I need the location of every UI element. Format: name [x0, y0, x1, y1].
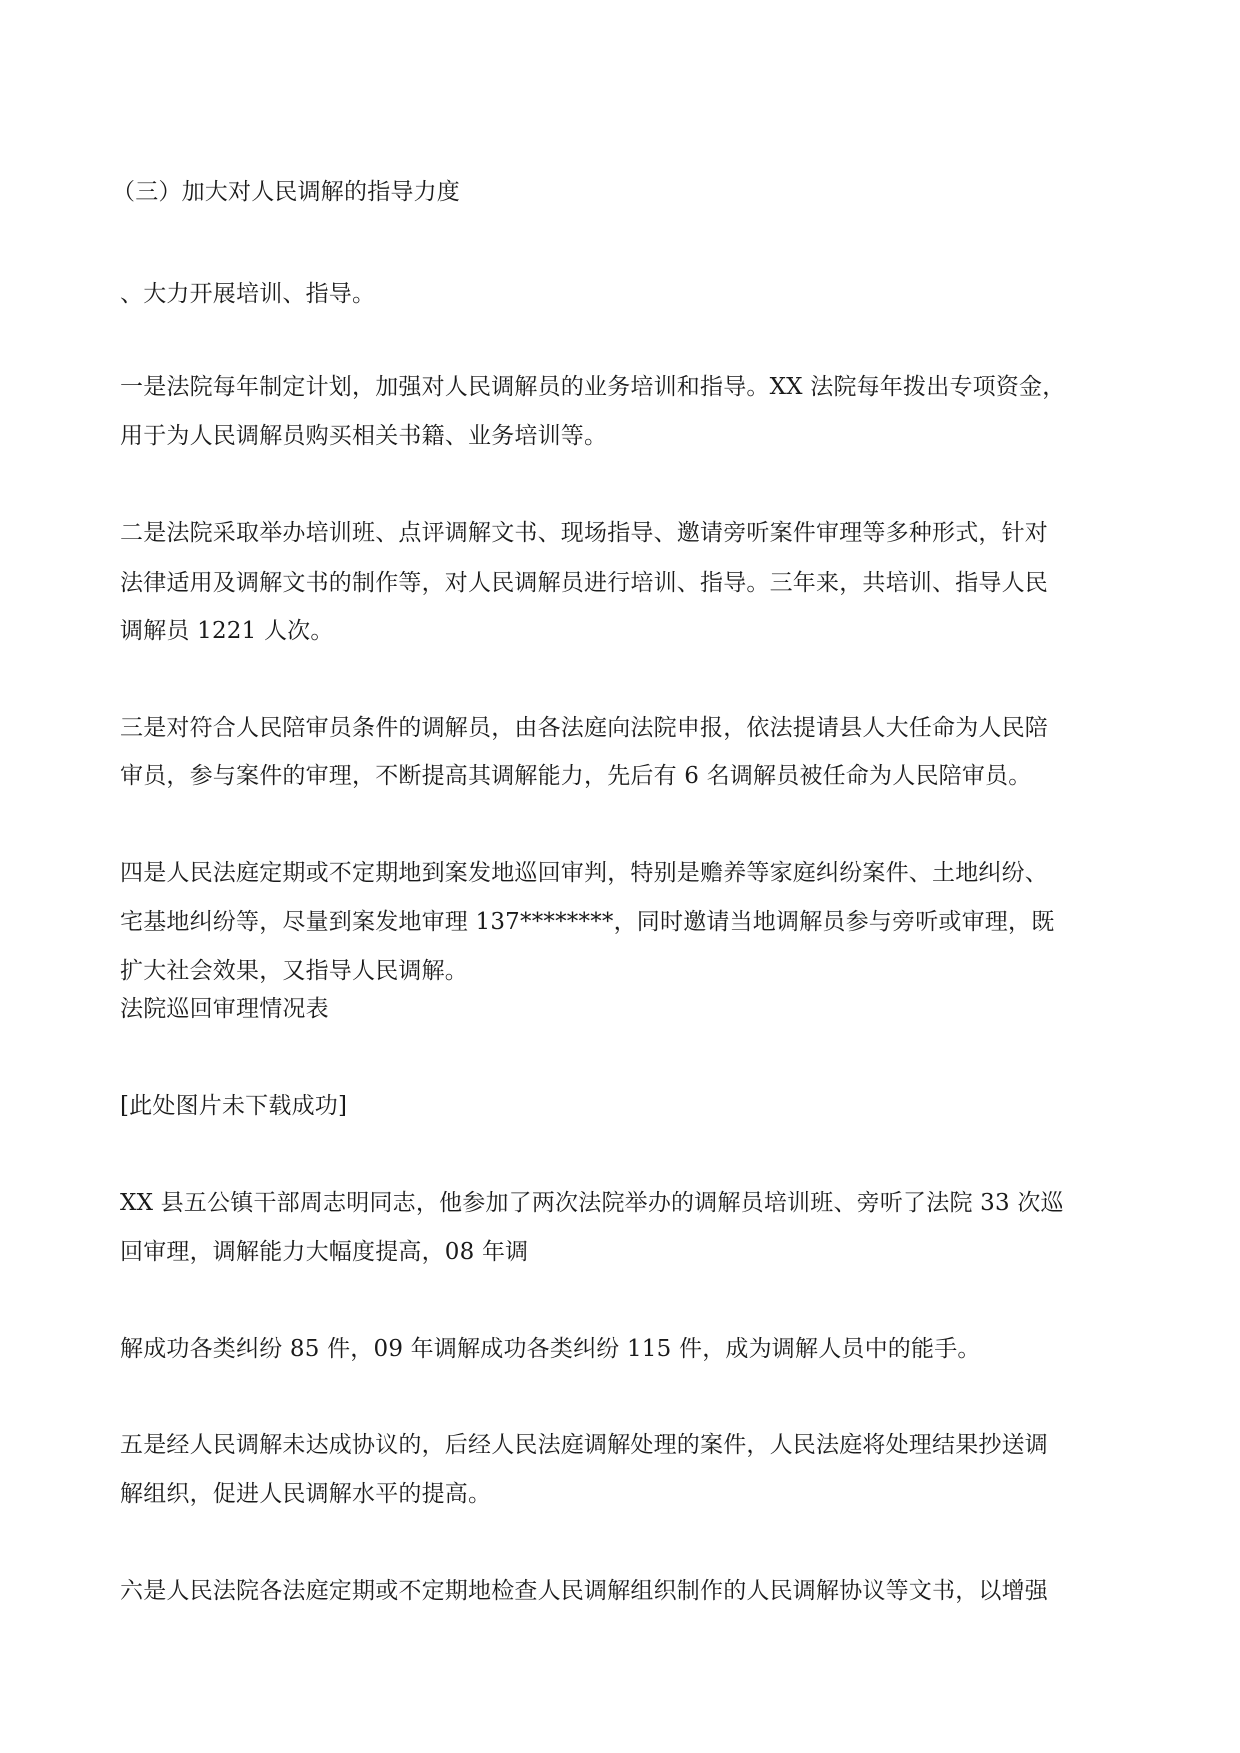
paragraph-5-line-1: XX 县五公镇干部周志明同志，他参加了两次法院举办的调解员培训班、旁听了法院 33 次巡 — [120, 1190, 1064, 1216]
paragraph-6-line-1: 解成功各类纠纷 85 件，09 年调解成功各类纠纷 115 件，成为调解人员中的能手。 — [120, 1336, 981, 1362]
paragraph-7-line-2: 解组织，促进人民调解水平的提高。 — [120, 1481, 492, 1507]
paragraph-3-line-1: 三是对符合人民陪审员条件的调解员，由各法庭向法院申报，依法提请县人大任命为人民陪 — [120, 715, 1048, 741]
paragraph-2-line-3: 调解员 1221 人次。 — [120, 618, 334, 644]
subheading: 、大力开展培训、指导。 — [120, 281, 376, 307]
table-caption: 法院巡回审理情况表 — [120, 996, 329, 1022]
paragraph-1-line-2: 用于为人民调解员购买相关书籍、业务培训等。 — [120, 423, 608, 449]
section-heading: （三）加大对人民调解的指导力度 — [112, 179, 460, 205]
paragraph-4-line-1: 四是人民法庭定期或不定期地到案发地巡回审判，特别是赡养等家庭纠纷案件、土地纠纷、 — [120, 860, 1048, 886]
paragraph-8-line-1: 六是人民法院各法庭定期或不定期地检查人民调解组织制作的人民调解协议等文书，以增强 — [120, 1578, 1048, 1604]
paragraph-1-line-1: 一是法院每年制定计划，加强对人民调解员的业务培训和指导。XX 法院每年拨出专项资金， — [120, 374, 1066, 400]
paragraph-2-line-1: 二是法院采取举办培训班、点评调解文书、现场指导、邀请旁听案件审理等多种形式，针对 — [120, 520, 1048, 546]
paragraph-7-line-1: 五是经人民调解未达成协议的，后经人民法庭调解处理的案件，人民法庭将处理结果抄送调 — [120, 1432, 1048, 1458]
image-placeholder: [此处图片未下载成功] — [120, 1093, 348, 1119]
paragraph-5-line-2: 回审理，调解能力大幅度提高，08 年调 — [120, 1239, 529, 1265]
paragraph-4-line-3: 扩大社会效果，又指导人民调解。 — [120, 958, 468, 984]
paragraph-3-line-2: 审员，参与案件的审理，不断提高其调解能力，先后有 6 名调解员被任命为人民陪审员。 — [120, 763, 1032, 789]
paragraph-4-line-2: 宅基地纠纷等，尽量到案发地审理 137********，同时邀请当地调解员参与旁听或审理，既 — [120, 909, 1055, 935]
paragraph-2-line-2: 法律适用及调解文书的制作等，对人民调解员进行培训、指导。三年来，共培训、指导人民 — [120, 570, 1048, 596]
